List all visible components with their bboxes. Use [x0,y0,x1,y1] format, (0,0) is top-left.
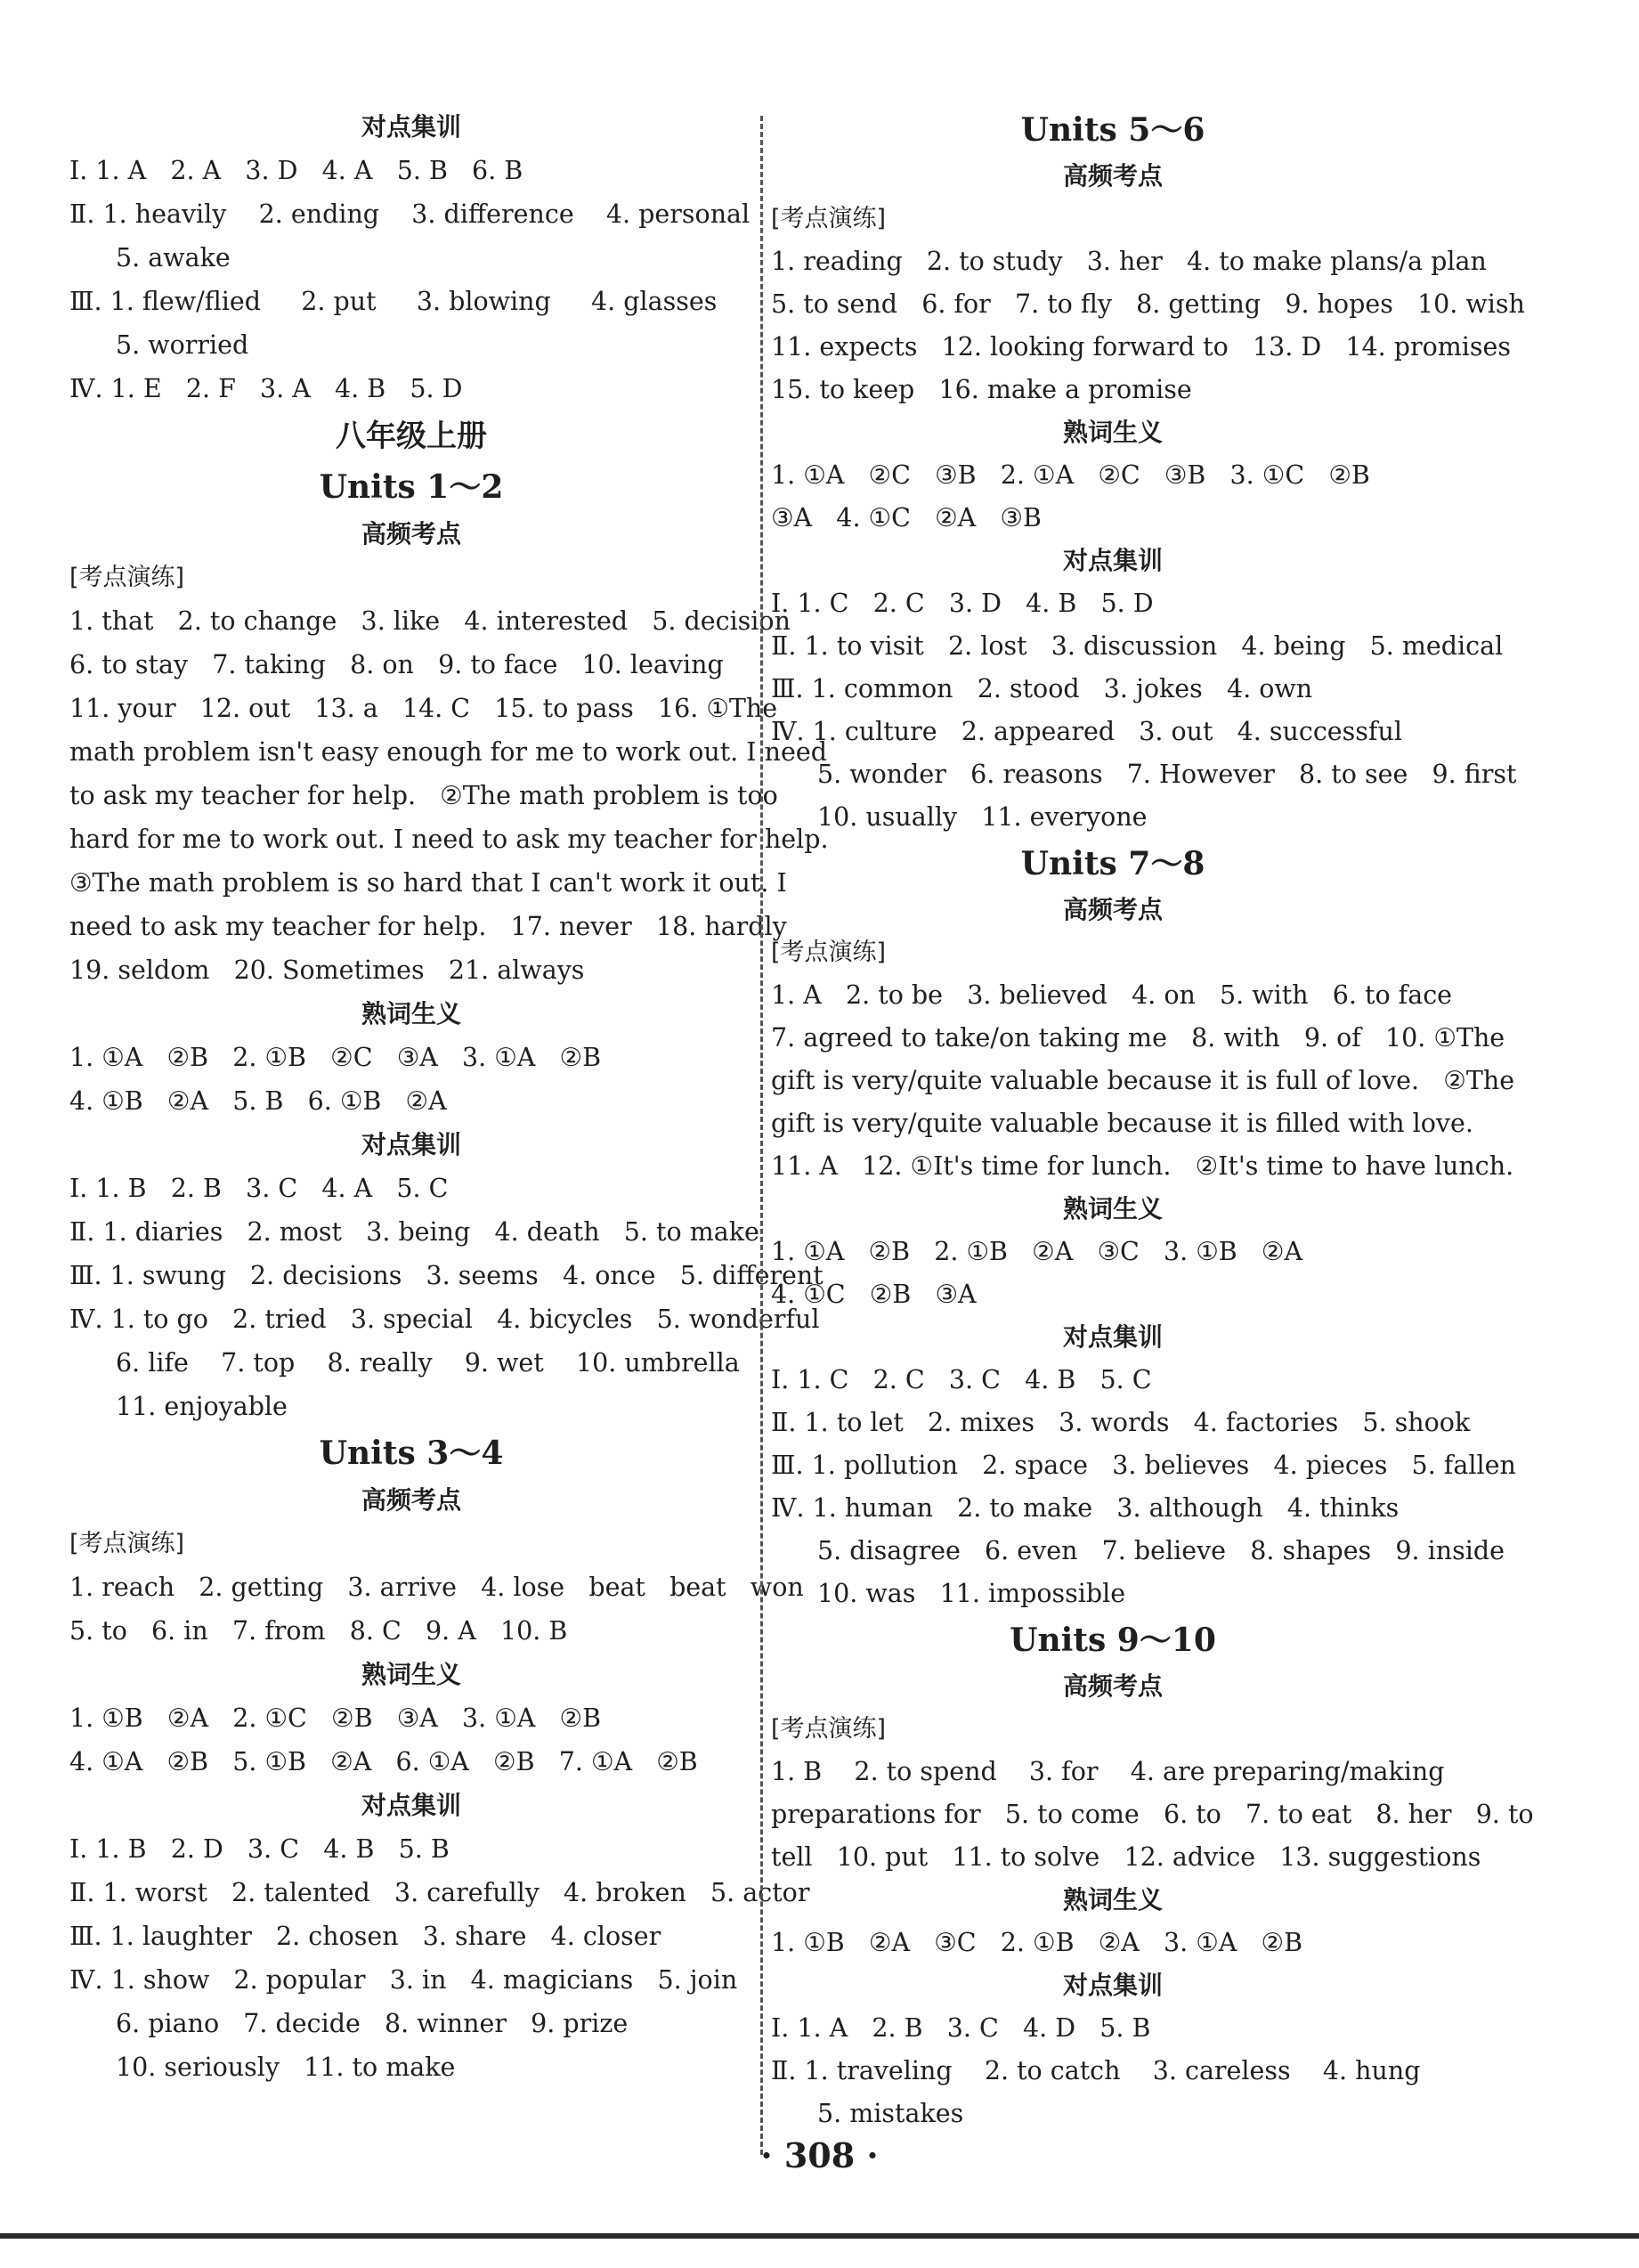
footer-rule [0,2233,1639,2239]
answer-line: gift is very/quite valuable because it is filled with love. [771,1109,1473,1138]
answer-line: 11. expects 12. looking forward to 13. D 14. promises [771,332,1512,362]
page-number: · 308 · [760,2135,879,2175]
answer-line: Ⅰ. 1. B 2. D 3. C 4. B 5. B [69,1834,450,1864]
answer-line: Ⅲ. 1. common 2. stood 3. jokes 4. own [771,674,1313,703]
answer-line: Ⅳ. 1. human 2. to make 3. although 4. thinks [771,1493,1400,1523]
answer-line: 1. B 2. to spend 3. for 4. are preparing/making [771,1757,1445,1786]
answer-line: Ⅰ. 1. B 2. B 3. C 4. A 5. C [69,1174,449,1203]
answer-line: 4. ①C ②B ③A [771,1280,977,1309]
answer-line: Ⅱ. 1. diaries 2. most 3. being 4. death 5. to make [69,1217,759,1247]
answer-line: 4. ①A ②B 5. ①B ②A 6. ①A ②B 7. ①A ②B [69,1747,698,1776]
answer-line: Ⅰ. 1. A 2. B 3. C 4. D 5. B [771,2013,1151,2043]
answer-line: hard for me to work out. I need to ask my teacher for help. [69,825,829,854]
answer-line: Ⅳ. 1. to go 2. tried 3. special 4. bicycles 5. wonderful [69,1305,820,1334]
exercise-label: [考点演练] [771,1715,887,1743]
section-heading: 熟词生义 [361,1660,461,1689]
answer-line: Ⅱ. 1. to let 2. mixes 3. words 4. factories 5. shook [771,1408,1471,1437]
answer-line: 10. was 11. impossible [817,1579,1126,1608]
section-heading: 高频考点 [1062,161,1163,191]
answer-line: 6. piano 7. decide 8. winner 9. prize [116,2009,629,2038]
answer-line: Ⅲ. 1. pollution 2. space 3. believes 4. pieces 5. fallen [771,1451,1516,1480]
answer-line: Ⅱ. 1. traveling 2. to catch 3. careless 4. hung [771,2056,1421,2085]
unit-heading: Units 3～4 [319,1435,504,1472]
section-heading: 高频考点 [1062,1671,1163,1701]
answer-line: Ⅱ. 1. heavily 2. ending 3. difference 4. personal [69,199,751,229]
grade-heading: 八年级上册 [336,419,487,454]
unit-heading: Units 7～8 [1020,845,1205,882]
answer-line: 5. disagree 6. even 7. believe 8. shapes 9. inside [817,1536,1505,1565]
answer-line: 7. agreed to take/on taking me 8. with 9. of 10. ①The [771,1023,1505,1053]
answer-line: Ⅰ. 1. C 2. C 3. C 4. B 5. C [771,1365,1152,1394]
answer-line: 6. to stay 7. taking 8. on 9. to face 10. leaving [69,650,724,679]
answer-line: 11. your 12. out 13. a 14. C 15. to pass 16. ①The [69,694,778,723]
section-heading: 对点集训 [1062,546,1163,575]
answer-line: Ⅰ. 1. A 2. A 3. D 4. A 5. B 6. B [69,156,523,185]
section-heading: 对点集训 [1062,1971,1163,2000]
answer-line: Ⅳ. 1. culture 2. appeared 3. out 4. successful [771,717,1402,746]
answer-line: 1. ①B ②A 2. ①C ②B ③A 3. ①A ②B [69,1703,602,1733]
answer-line: 4. ①B ②A 5. B 6. ①B ②A [69,1086,447,1116]
section-heading: 对点集训 [361,1130,461,1159]
answer-line: tell 10. put 11. to solve 12. advice 13. suggestions [771,1842,1481,1872]
answer-line: 6. life 7. top 8. really 9. wet 10. umbrella [116,1348,740,1378]
answer-line: Ⅲ. 1. laughter 2. chosen 3. share 4. closer [69,1922,661,1951]
exercise-label: [考点演练] [69,1530,185,1557]
answer-line: 11. A 12. ①It's time for lunch. ②It's time to have lunch. [771,1151,1514,1181]
answer-line: gift is very/quite valuable because it is full of love. ②The [771,1066,1515,1095]
answer-line: Ⅱ. 1. worst 2. talented 3. carefully 4. broken 5. actor [69,1878,810,1907]
answer-line: ③The math problem is so hard that I can't work it out. I [69,868,787,898]
section-heading: 对点集训 [361,1791,461,1820]
answer-line: 5. to send 6. for 7. to fly 8. getting 9. hopes 10. wish [771,289,1525,319]
answer-line: preparations for 5. to come 6. to 7. to eat 8. her 9. to [771,1800,1534,1829]
section-heading: 对点集训 [1062,1322,1163,1352]
answer-line: 1. A 2. to be 3. believed 4. on 5. with 6. to face [771,980,1453,1010]
section-heading: 高频考点 [361,519,461,549]
section-heading: 熟词生义 [1062,418,1163,447]
answer-line: 11. enjoyable [116,1392,288,1421]
answer-line: 1. reading 2. to study 3. her 4. to make plans/a plan [771,247,1487,276]
column-divider [760,116,763,2155]
answer-line: to ask my teacher for help. ②The math problem is too [69,781,778,810]
answer-line: math problem isn't easy enough for me to work out. I need [69,737,827,767]
answer-line: 15. to keep 16. make a promise [771,375,1192,404]
answer-line: 5. worried [116,330,249,360]
section-heading: 高频考点 [1062,895,1163,924]
section-heading: 熟词生义 [1062,1194,1163,1223]
answer-line: 10. seriously 11. to make [116,2053,456,2082]
answer-line: 1. ①A ②C ③B 2. ①A ②C ③B 3. ①C ②B [771,460,1370,490]
right-column [771,105,1534,2135]
exercise-label: [考点演练] [771,939,887,966]
unit-heading: Units 5～6 [1020,111,1205,149]
answer-line: Ⅳ. 1. show 2. popular 3. in 4. magicians 5. join [69,1965,738,1995]
section-heading: 熟词生义 [361,999,461,1028]
answer-line: ③A 4. ①C ②A ③B [771,503,1042,532]
section-heading: 高频考点 [361,1485,461,1515]
exercise-label: [考点演练] [69,564,185,591]
answer-line: Ⅲ. 1. flew/flied 2. put 3. blowing 4. glasses [69,287,718,316]
answer-line: Ⅲ. 1. swung 2. decisions 3. seems 4. once 5. different [69,1261,824,1290]
answer-line: 5. wonder 6. reasons 7. However 8. to see 9. first [817,760,1517,789]
answer-line: 1. that 2. to change 3. like 4. interested 5. decision [69,606,791,636]
section-heading: 熟词生义 [1062,1885,1163,1914]
exercise-label: [考点演练] [771,205,887,232]
left-column [69,105,829,2089]
answer-line: 5. to 6. in 7. from 8. C 9. A 10. B [69,1616,568,1646]
answer-line: Ⅳ. 1. E 2. F 3. A 4. B 5. D [69,374,463,403]
answer-line: 5. awake [116,243,231,272]
answer-line: 19. seldom 20. Sometimes 21. always [69,955,585,985]
answer-line: Ⅰ. 1. C 2. C 3. D 4. B 5. D [771,589,1154,618]
answer-line: 1. ①B ②A ③C 2. ①B ②A 3. ①A ②B [771,1928,1303,1957]
answer-line: need to ask my teacher for help. 17. never 18. hardly [69,912,787,941]
unit-heading: Units 1～2 [319,468,504,506]
answer-line: Ⅱ. 1. to visit 2. lost 3. discussion 4. being 5. medical [771,631,1504,661]
answer-line: 5. mistakes [817,2099,964,2128]
section-heading: 对点集训 [361,112,461,142]
answer-line: 1. ①A ②B 2. ①B ②A ③C 3. ①B ②A [771,1237,1303,1266]
answer-line: 1. reach 2. getting 3. arrive 4. lose beat beat won [69,1573,804,1602]
answer-line: 1. ①A ②B 2. ①B ②C ③A 3. ①A ②B [69,1043,602,1072]
answer-line: 10. usually 11. everyone [817,802,1148,832]
unit-heading: Units 9～10 [1010,1622,1216,1659]
